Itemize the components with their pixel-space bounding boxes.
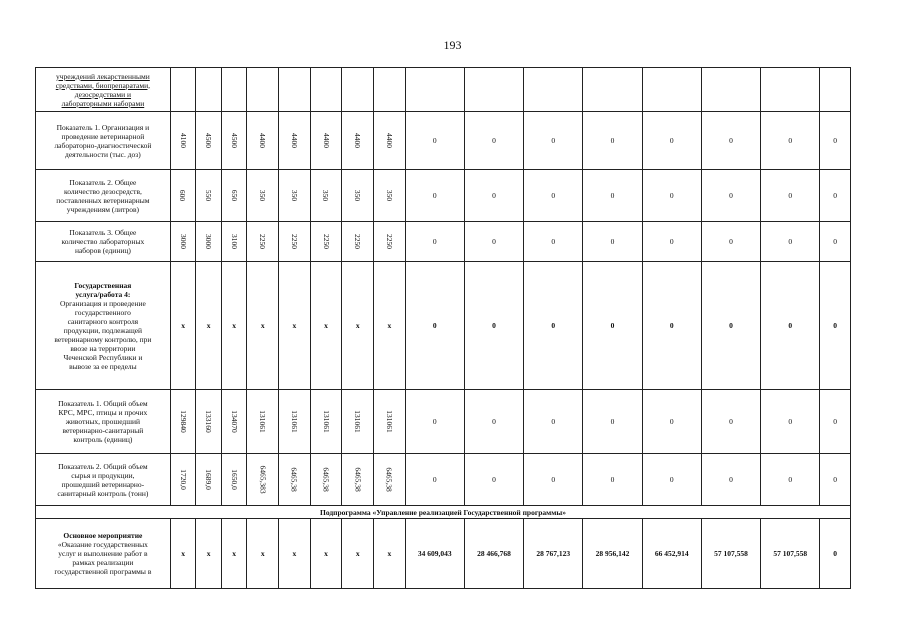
table-row (36, 112, 851, 170)
indicator-value (310, 262, 342, 390)
indicator-value (247, 454, 279, 506)
indicator-value (279, 390, 311, 454)
label-line: учреждениям (литров) (66, 204, 139, 214)
indicator-value (196, 222, 222, 262)
funding-amount: 0 (583, 390, 642, 454)
value-text: 650 (229, 189, 239, 202)
indicator-value (342, 454, 374, 506)
indicator-value (196, 262, 222, 390)
funding-amount: 0 (642, 262, 701, 390)
value-text: 4500 (204, 133, 214, 148)
label-line: поставленных ветеринарным (56, 195, 150, 205)
funding-amount (464, 68, 523, 112)
indicator-value (221, 170, 247, 222)
row-label (36, 68, 171, 112)
indicator-value (221, 222, 247, 262)
indicator-value (196, 68, 222, 112)
value-text: 6465,38 (289, 467, 299, 492)
label-line: Организация и проведение (59, 298, 146, 308)
value-text: 133160 (204, 410, 214, 433)
label-line: учреждений лекарственными (56, 71, 150, 81)
label-line: государственной программы в (54, 567, 152, 576)
indicator-value (221, 112, 247, 170)
funding-amount: 0 (642, 222, 701, 262)
indicator-value (170, 112, 196, 170)
funding-amount: 0 (701, 454, 760, 506)
funding-amount: 57 107,558 (761, 519, 820, 589)
funding-amount: 0 (820, 112, 851, 170)
value-text: 550 (204, 189, 214, 202)
indicator-value (279, 112, 311, 170)
indicator-value (342, 222, 374, 262)
funding-amount: 0 (583, 454, 642, 506)
funding-amount: 0 (405, 390, 464, 454)
funding-amount: 28 767,123 (524, 519, 583, 589)
funding-amount: 0 (701, 170, 760, 222)
indicator-value (279, 222, 311, 262)
funding-amount: 0 (524, 170, 583, 222)
indicator-value (170, 454, 196, 506)
label-line: Показатель 2. Общий объем (58, 461, 148, 471)
program-table (35, 67, 851, 589)
label-line: вывозе за ее пределы (69, 361, 137, 371)
funding-amount: 0 (405, 170, 464, 222)
funding-amount: 0 (642, 112, 701, 170)
indicator-value (247, 262, 279, 390)
funding-amount: 0 (464, 170, 523, 222)
label-line: КРС, МРС, птицы и прочих (58, 408, 148, 417)
label-line: количество дезосредств, (63, 186, 142, 196)
value-text: 350 (258, 189, 268, 202)
funding-amount: 0 (761, 170, 820, 222)
indicator-value (221, 454, 247, 506)
value-text: x (324, 321, 328, 330)
funding-amount: 0 (761, 390, 820, 454)
funding-amount: 0 (761, 454, 820, 506)
value-text: 6465,383 (258, 465, 268, 494)
value-text: 4400 (258, 133, 268, 148)
table-row (36, 519, 851, 589)
value-text: 350 (384, 189, 394, 202)
funding-amount: 0 (405, 454, 464, 506)
row-label (36, 262, 171, 390)
indicator-value (310, 112, 342, 170)
value-text: 600 (178, 189, 188, 202)
funding-amount: 0 (820, 262, 851, 390)
value-text: 1720,0 (178, 469, 188, 490)
funding-amount: 0 (405, 262, 464, 390)
value-text: 4100 (178, 133, 188, 148)
funding-amount: 0 (820, 170, 851, 222)
indicator-value: x (247, 519, 279, 589)
label-line: «Оказание государственных (57, 540, 148, 549)
indicator-value (342, 68, 374, 112)
label-line: сырья и продукции, (71, 470, 135, 480)
funding-amount: 0 (405, 112, 464, 170)
value-text: x (232, 321, 236, 330)
label-line: проведение ветеринарной (61, 131, 145, 141)
label-line: лабораторными наборами (61, 98, 145, 108)
value-text: 131061 (289, 410, 299, 433)
value-text: x (260, 321, 265, 330)
indicator-value (170, 68, 196, 112)
label-line: животных, прошедший (65, 417, 141, 426)
label-line: Показатель 1. Организация и (56, 122, 150, 132)
funding-amount: 0 (820, 390, 851, 454)
indicator-value (279, 170, 311, 222)
subprogram-row (36, 506, 851, 519)
funding-amount: 0 (701, 262, 760, 390)
indicator-value (196, 170, 222, 222)
label-line: Показатель 2. Общее (69, 177, 137, 187)
table-row (36, 222, 851, 262)
funding-amount: 0 (820, 519, 851, 589)
value-text: 3000 (204, 234, 214, 249)
funding-amount (761, 68, 820, 112)
row-label (36, 454, 171, 506)
value-text: 6465,38 (384, 467, 394, 492)
indicator-value (374, 112, 406, 170)
value-text: 2250 (289, 234, 299, 249)
subprogram-title: Подпрограмма «Управление реализацией Государственной программы» (36, 506, 851, 519)
indicator-value (247, 390, 279, 454)
value-text: 6465,38 (353, 467, 363, 492)
funding-amount (642, 68, 701, 112)
indicator-value (374, 390, 406, 454)
indicator-value (374, 68, 406, 112)
value-text: 2250 (384, 234, 394, 249)
indicator-value (196, 112, 222, 170)
value-text: x (292, 321, 297, 330)
indicator-value (374, 454, 406, 506)
indicator-value: x (342, 519, 374, 589)
indicator-value (342, 170, 374, 222)
value-text: x (355, 321, 360, 330)
value-text: 131061 (321, 410, 331, 433)
funding-amount: 0 (524, 454, 583, 506)
funding-amount: 0 (583, 170, 642, 222)
indicator-value (221, 262, 247, 390)
indicator-value (310, 222, 342, 262)
indicator-value (279, 454, 311, 506)
value-text: 131061 (353, 410, 363, 433)
value-text: 4400 (384, 133, 394, 148)
value-text: 2250 (321, 234, 331, 249)
table-row (36, 262, 851, 390)
value-text: x (206, 321, 211, 330)
funding-amount (701, 68, 760, 112)
label-line: Государственная (74, 280, 132, 290)
funding-amount: 34 609,043 (405, 519, 464, 589)
funding-amount: 0 (761, 112, 820, 170)
value-text: 134070 (229, 410, 239, 433)
label-line: услуг и выполнение работ в (58, 549, 148, 558)
table-row (36, 390, 851, 454)
indicator-value (247, 112, 279, 170)
funding-amount: 0 (464, 112, 523, 170)
value-text: 350 (289, 189, 299, 202)
indicator-value (374, 262, 406, 390)
value-text: 350 (353, 189, 363, 202)
funding-amount (583, 68, 642, 112)
label-line: контроль (единиц) (73, 435, 133, 444)
label-line: Чеченской Республики и (63, 352, 143, 362)
funding-amount: 0 (583, 262, 642, 390)
funding-amount: 0 (583, 112, 642, 170)
indicator-value: x (221, 519, 247, 589)
indicator-value (342, 390, 374, 454)
indicator-value: x (196, 519, 222, 589)
funding-amount: 0 (761, 262, 820, 390)
indicator-value (170, 222, 196, 262)
funding-amount: 0 (642, 390, 701, 454)
indicator-value (374, 170, 406, 222)
indicator-value (247, 222, 279, 262)
indicator-value (170, 170, 196, 222)
funding-amount (405, 68, 464, 112)
label-line: средствами, биопрепаратами, (55, 80, 151, 90)
funding-amount: 57 107,558 (701, 519, 760, 589)
label-line: услуга/работа 4: (75, 289, 131, 299)
label-line: количество лабораторных (61, 237, 145, 246)
value-text: 129840 (178, 410, 188, 433)
value-text: 4500 (229, 133, 239, 148)
funding-amount: 0 (761, 222, 820, 262)
value-text: x (181, 321, 185, 330)
page-number: 193 (443, 38, 462, 52)
funding-amount: 0 (642, 454, 701, 506)
label-line: дезосредствами и (74, 89, 132, 99)
funding-amount: 0 (820, 454, 851, 506)
indicator-value (170, 262, 196, 390)
funding-amount: 0 (701, 112, 760, 170)
row-label (36, 519, 171, 589)
table-row (36, 454, 851, 506)
indicator-value (221, 68, 247, 112)
label-line: ветеринарно-санитарный (62, 426, 144, 435)
indicator-value (342, 262, 374, 390)
funding-amount: 0 (464, 454, 523, 506)
value-text: 4400 (289, 133, 299, 148)
row-label (36, 112, 171, 170)
label-line: Основное мероприятие (63, 531, 143, 540)
label-line: Показатель 1. Общий объем (58, 399, 148, 408)
funding-amount: 0 (405, 222, 464, 262)
label-line: рамках реализации (72, 558, 134, 567)
funding-amount: 0 (820, 222, 851, 262)
funding-amount: 0 (701, 222, 760, 262)
table-row (36, 170, 851, 222)
funding-amount: 0 (524, 112, 583, 170)
value-text: 6465,38 (321, 467, 331, 492)
indicator-value (196, 454, 222, 506)
funding-amount: 0 (642, 170, 701, 222)
funding-amount (524, 68, 583, 112)
indicator-value: x (170, 519, 196, 589)
indicator-value (247, 68, 279, 112)
funding-amount (820, 68, 851, 112)
value-text: 2250 (258, 234, 268, 249)
value-text: x (387, 321, 392, 330)
funding-amount: 28 956,142 (583, 519, 642, 589)
funding-amount: 0 (524, 222, 583, 262)
funding-amount: 28 466,768 (464, 519, 523, 589)
indicator-value (279, 68, 311, 112)
label-line: деятельности (тыс. доз) (65, 149, 141, 159)
indicator-value (279, 262, 311, 390)
label-line: продукции, подлежащей (63, 325, 143, 335)
indicator-value (310, 454, 342, 506)
indicator-value (374, 222, 406, 262)
value-text: 3000 (178, 234, 188, 249)
row-label (36, 170, 171, 222)
indicator-value (310, 68, 342, 112)
value-text: 4400 (353, 133, 363, 148)
label-line: санитарный контроль (тонн) (57, 488, 149, 498)
funding-amount: 0 (524, 390, 583, 454)
funding-amount: 0 (464, 262, 523, 390)
indicator-value (310, 170, 342, 222)
funding-amount: 0 (464, 222, 523, 262)
label-line: ввозе на территории (70, 343, 136, 353)
indicator-value: x (310, 519, 342, 589)
value-text: 2250 (353, 234, 363, 249)
row-label (36, 390, 171, 454)
label-line: ветеринарному контролю, при (54, 334, 152, 344)
value-text: 131061 (258, 410, 268, 433)
label-line: санитарного контроля (67, 316, 139, 326)
funding-amount: 0 (464, 390, 523, 454)
label-line: лабораторно-диагностической (54, 140, 152, 150)
indicator-value (342, 112, 374, 170)
indicator-value (170, 390, 196, 454)
funding-amount: 0 (583, 222, 642, 262)
value-text: 3100 (229, 234, 239, 249)
table-row (36, 68, 851, 112)
value-text: 131061 (384, 410, 394, 433)
indicator-value (247, 170, 279, 222)
funding-amount: 0 (701, 390, 760, 454)
value-text: 1689,0 (204, 469, 214, 490)
label-line: наборов (единиц) (74, 246, 131, 255)
label-line: Показатель 3. Общее (69, 228, 137, 237)
value-text: 350 (321, 189, 331, 202)
indicator-value: x (279, 519, 311, 589)
value-text: 4400 (321, 133, 331, 148)
indicator-value (196, 390, 222, 454)
row-label (36, 222, 171, 262)
label-line: государственного (74, 307, 131, 317)
indicator-value: x (374, 519, 406, 589)
funding-amount: 66 452,914 (642, 519, 701, 589)
value-text: 1650,0 (229, 469, 239, 490)
indicator-value (221, 390, 247, 454)
label-line: прошедший ветеринарно- (61, 479, 145, 489)
funding-amount: 0 (524, 262, 583, 390)
indicator-value (310, 390, 342, 454)
